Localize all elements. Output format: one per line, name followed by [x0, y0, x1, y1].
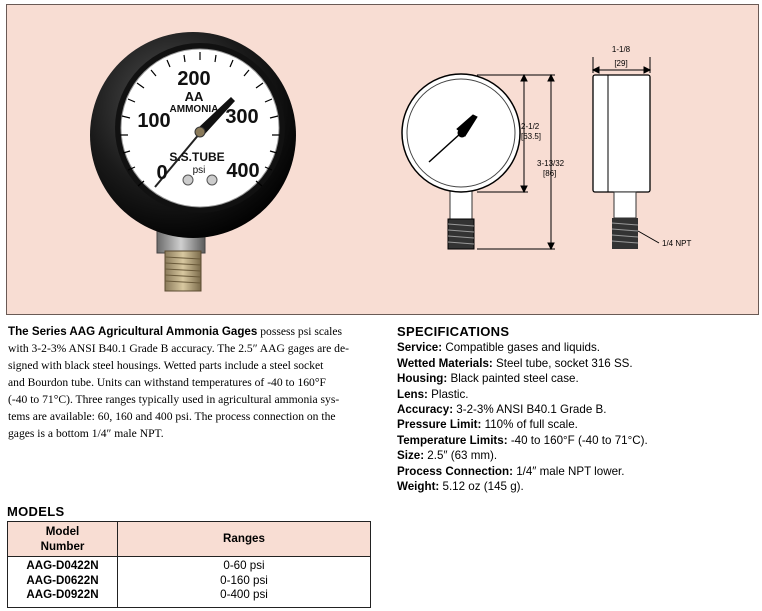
height-dim-frac: 3-13/32	[537, 159, 565, 168]
scale-200: 200	[177, 68, 211, 90]
scale-100: 100	[137, 110, 171, 132]
figure-drawing	[7, 5, 760, 316]
description-line-4: and Bourdon tube. Units can withstand temperatures of -40 to 160°F	[8, 376, 326, 389]
side-view-drawing	[593, 75, 650, 249]
models-table-header	[8, 522, 370, 557]
product-description	[8, 323, 376, 442]
spec-row: Housing: Black painted steel case.	[397, 372, 579, 386]
description-lead: The Series AAG Agricultural Ammonia Gages	[8, 325, 258, 338]
spec-row: Temperature Limits: -40 to 160°F (-40 to 71°C).	[397, 433, 648, 447]
front-pivot	[458, 129, 466, 137]
scale-300: 300	[225, 106, 259, 128]
front-view-drawing	[402, 74, 520, 249]
table-row-range: 0-60 psi	[223, 559, 265, 572]
npt-label: 1/4 NPT	[662, 239, 692, 248]
spec-row: Size: 2.5″ (63 mm).	[397, 449, 498, 463]
gauge-medium: AMMONIA	[169, 104, 219, 115]
table-row-range: 0-400 psi	[220, 588, 268, 601]
width-dim-mm: [29]	[614, 59, 628, 68]
front-thread	[448, 219, 474, 249]
scale-0: 0	[156, 162, 168, 184]
spec-row: Lens: Plastic.	[397, 387, 469, 401]
table-row-model: AAG-D0622N	[26, 573, 99, 587]
header-model-number: Model Number	[8, 522, 118, 556]
range-column	[118, 556, 370, 611]
table-row-range: 0-160 psi	[220, 573, 268, 587]
table-row-model: AAG-D0922N	[26, 588, 99, 601]
model-column	[8, 556, 118, 608]
side-socket	[614, 192, 636, 218]
spec-row: Weight: 5.12 oz (145 g).	[397, 480, 524, 494]
front-dimension-labels	[521, 122, 565, 178]
description-line-2: with 3-2-3% ANSI B40.1 Grade B accuracy. The 2.5″ AAG gages are de-	[8, 342, 349, 355]
spec-row: Wetted Materials: Steel tube, socket 316 SS.	[397, 356, 633, 370]
side-case	[593, 75, 650, 192]
spec-row: Pressure Limit: 110% of full scale.	[397, 418, 578, 432]
description-line-6: tems are available: 60, 160 and 400 psi. The process connection on the	[8, 410, 336, 423]
header-ranges: Ranges	[223, 532, 265, 545]
height-dim-mm: [86]	[543, 169, 557, 178]
description-line-7: gages is a bottom 1/4″ male NPT.	[8, 427, 164, 440]
gauge-brand: AA	[184, 89, 204, 104]
gauge-pivot	[195, 127, 205, 137]
table-row-model: AAG-D0422N	[26, 559, 99, 572]
dial-screw-left	[183, 175, 193, 185]
specifications-section	[397, 324, 757, 494]
product-figure-panel	[6, 4, 759, 315]
scale-400: 400	[226, 160, 260, 182]
dial-screw-right	[207, 175, 217, 185]
gauge-tube: S.S.TUBE	[169, 150, 225, 164]
dial-dim-mm: [63.5]	[521, 132, 542, 141]
spec-row: Process Connection: 1/4″ male NPT lower.	[397, 464, 625, 478]
description-line-5: (-40 to 71°C). Three ranges typically used in agricultural ammonia sys-	[8, 393, 340, 406]
description-line-1: The Series AAG Agricultural Ammonia Gages possess psi scales	[8, 325, 343, 338]
specifications-title: SPECIFICATIONS	[397, 324, 510, 339]
dial-dim-frac: 2-1/2	[521, 122, 540, 131]
spec-row: Service: Compatible gases and liquids.	[397, 341, 601, 355]
gauge-photo	[90, 32, 296, 291]
side-thread	[612, 218, 638, 249]
description-line-3: signed with black steel housings. Wetted parts include a steel socket	[8, 359, 324, 372]
models-title: MODELS	[7, 504, 65, 519]
spec-row: Accuracy: 3-2-3% ANSI B40.1 Grade B.	[397, 403, 607, 417]
models-table-body	[8, 556, 370, 608]
width-dim-frac: 1-1/8	[611, 45, 631, 54]
models-table	[7, 521, 371, 608]
gauge-unit: psi	[192, 165, 206, 176]
